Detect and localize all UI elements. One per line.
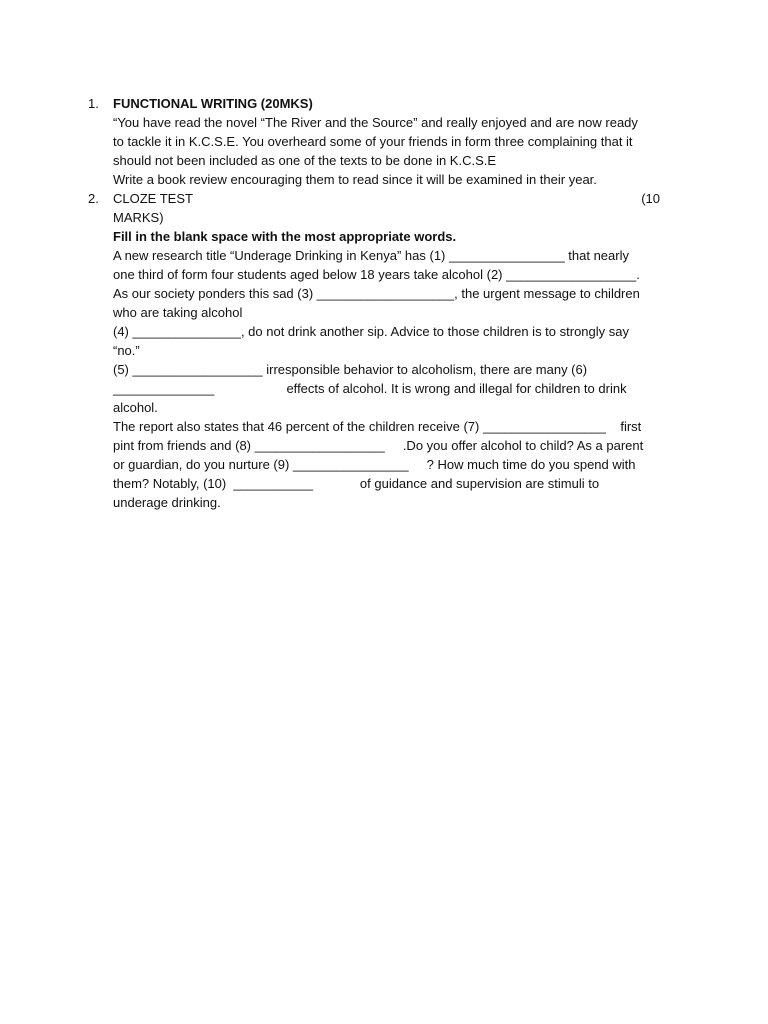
question-1-line-2: to tackle it in K.C.S.E. You overheard some of your friends in form three complaining that it <box>113 134 633 149</box>
cloze-line-4: who are taking alcohol <box>113 305 243 320</box>
question-2-header <box>113 189 678 208</box>
cloze-line-7: (5) __________________ irresponsible behavior to alcoholism, there are many (6) <box>113 362 588 377</box>
question-1-title: FUNCTIONAL WRITING (20MKS) <box>113 96 313 111</box>
question-2-marks-open: (10 <box>641 191 660 206</box>
cloze-line-5: (4) _______________, do not drink another sip. Advice to those children is to strongly say <box>113 324 629 339</box>
cloze-line-12: or guardian, do you nurture (9) ________________ ? How much time do you spend with <box>113 457 636 472</box>
cloze-line-3: As our society ponders this sad (3) ___________________, the urgent message to children <box>113 286 640 301</box>
cloze-line-10: The report also states that 46 percent of the children receive (7) _________________ first <box>113 419 642 434</box>
cloze-line-9: alcohol. <box>113 400 158 415</box>
cloze-line-6: “no.” <box>113 343 140 358</box>
cloze-line-8: ______________ effects of alcohol. It is wrong and illegal for children to drink <box>113 381 627 396</box>
question-2-title: CLOZE TEST <box>113 191 193 206</box>
question-2-number: 2. <box>88 191 99 206</box>
cloze-line-1: A new research title “Underage Drinking in Kenya” has (1) ________________ that nearly <box>113 248 629 263</box>
question-2 <box>88 189 678 512</box>
cloze-line-11: pint from friends and (8) __________________ .Do you offer alcohol to child? As a parent <box>113 438 644 453</box>
cloze-line-13: them? Notably, (10) ___________ of guidance and supervision are stimuli to <box>113 476 600 491</box>
cloze-line-2: one third of form four students aged below 18 years take alcohol (2) __________________. <box>113 267 640 282</box>
question-2-instruction: Fill in the blank space with the most appropriate words. <box>113 229 457 244</box>
cloze-line-14: underage drinking. <box>113 495 221 510</box>
question-1-line-3: should not been included as one of the texts to be done in K.C.S.E <box>113 153 497 168</box>
question-2-marks-close: MARKS) <box>113 210 164 225</box>
question-1-number: 1. <box>88 96 99 111</box>
question-1-line-1: “You have read the novel “The River and the Source” and really enjoyed and are now ready <box>113 115 638 130</box>
question-1 <box>88 94 678 189</box>
question-1-line-4: Write a book review encouraging them to read since it will be examined in their year. <box>113 172 597 187</box>
exam-content <box>88 94 678 512</box>
